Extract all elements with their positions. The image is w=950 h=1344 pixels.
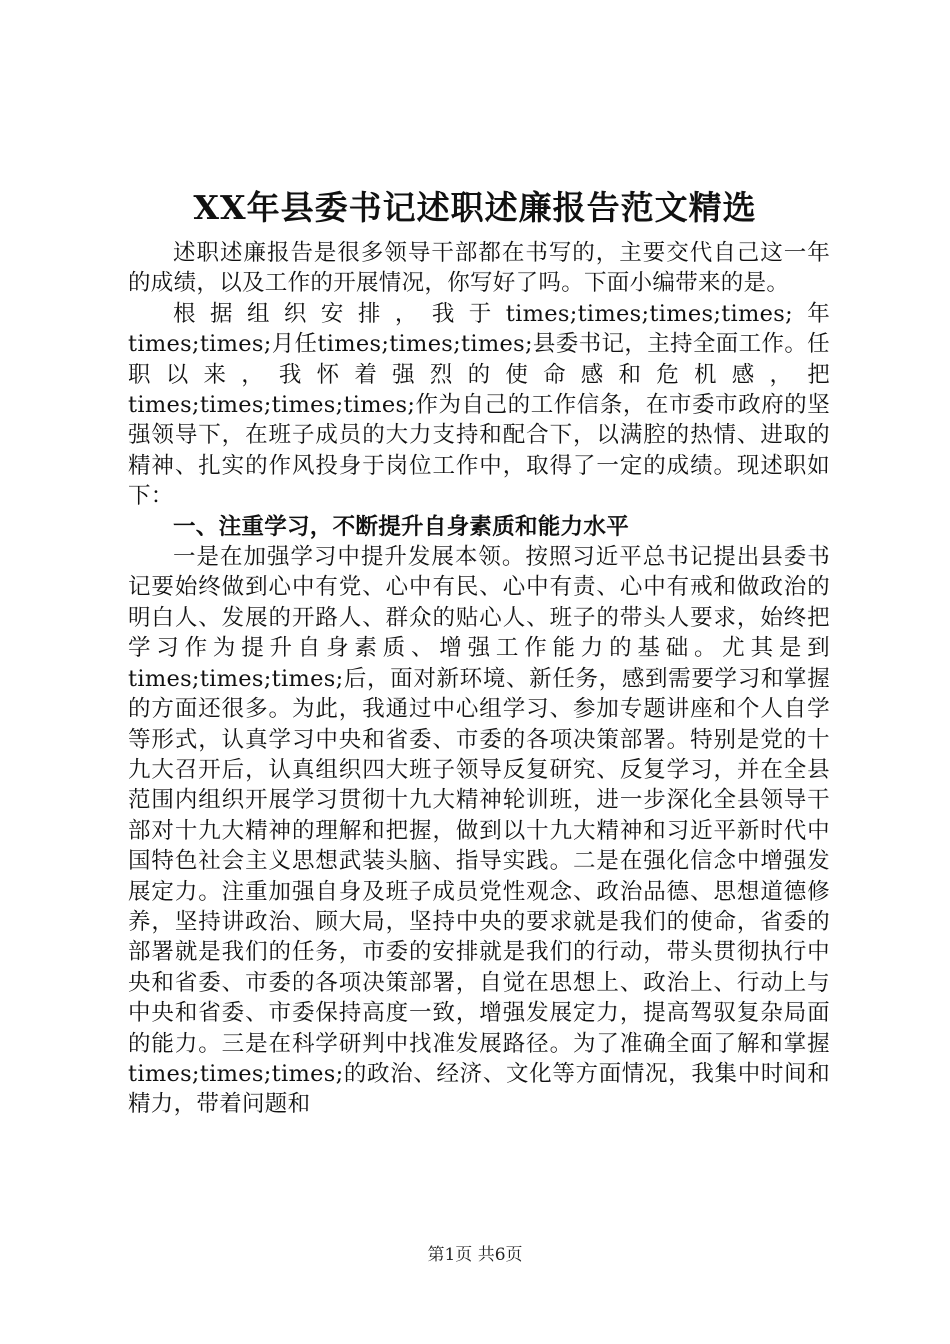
- section-heading: 一、注重学习，不断提升自身素质和能力水平: [173, 513, 630, 540]
- intro-paragraph: 述职述廉报告是很多领导干部都在书写的，主要交代自己这一年的成绩，以及工作的开展情况，你写好了吗。下面小编带来的是。: [128, 240, 830, 297]
- section-paragraph: 一是在加强学习中提升发展本领。按照习近平总书记提出县委书记要始终做到心中有党、心中有民、心中有责、心中有戒和做政治的明白人、发展的开路人、群众的贴心人、班子的带头人要求，始终把学习作为提升自身素质、增强工作能力的基础。尤其是到times;times;times;后，面对新环境、新任务，感到需要学习和掌握的方面还很多。为此，我通过中心组学习、参加专题讲座和个人自学等形式，认真学习中央和省委、市委的各项决策部署。特别是党的十九大召开后，认真组织四大班子领导反复研究、反复学习，并在全县范围内组织开展学习贯彻十九大精神轮训班，进一步深化全县领导干部对十九大精神的理解和把握，做到以十九大精神和习近平新时代中国特色社会主义思想武装头脑、指导实践。二是在强化信念中增强发展定力。注重加强自身及班子成员党性观念、政治品德、思想道德修养，坚持讲政治、顾大局，坚持中央的要求就是我们的使命，省委的部署就是我们的任务，市委的安排就是我们的行动，带头贯彻执行中央和省委、市委的各项决策部署，自觉在思想上、政治上、行动上与中央和省委、市委保持高度一致，增强发展定力，提高驾驭复杂局面的能力。三是在科学研判中找准发展路径。为了准确全面了解和掌握times;times;times;的政治、经济、文化等方面情况，我集中时间和精力，带着问题和: [128, 544, 830, 1118]
- page-footer: 第1页 共6页: [427, 1245, 523, 1265]
- document-body: [128, 238, 830, 1120]
- document-title: XX年县委书记述职述廉报告范文精选: [193, 188, 757, 227]
- opening-paragraph: 根据组织安排，我于times;times;times;times;年times;times;月任times;times;times;县委书记，主持全面工作。任职以来，我怀着强烈的使命感和危机感，把times;times;times;times;作为自己的工作信条，在市委市政府的坚强领导下，在班子成员的大力支持和配合下，以满腔的热情、进取的精神、扎实的作风投身于岗位工作中，取得了一定的成绩。现述职如下：: [128, 300, 830, 510]
